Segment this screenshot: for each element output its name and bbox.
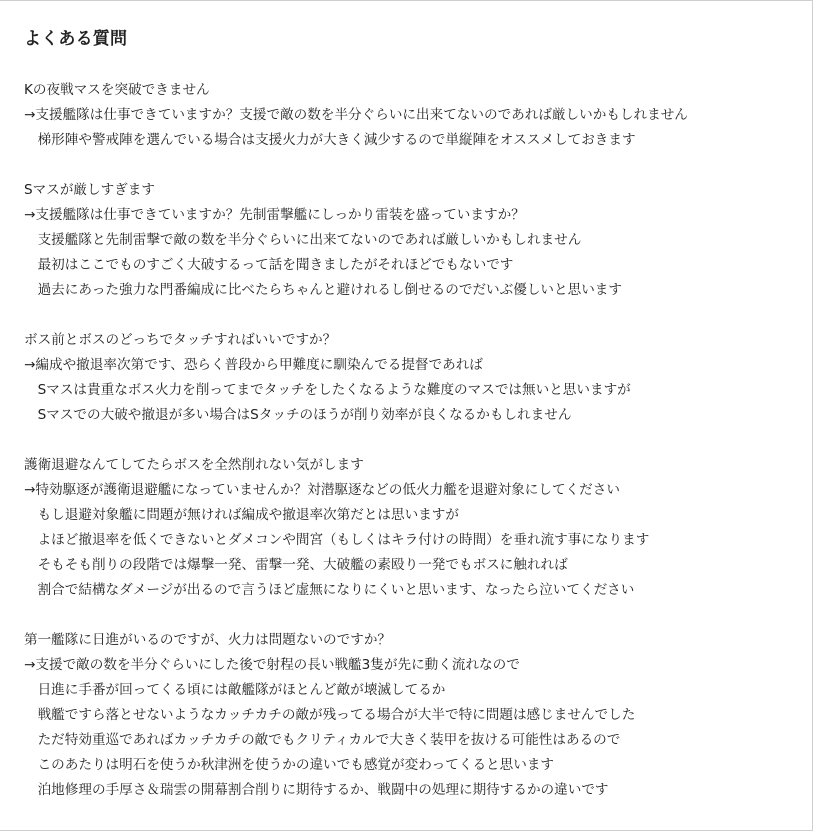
faq-question: Kの夜戦マスを突破できません [24, 82, 210, 98]
faq-answer-line: 泊地修理の手厚さ＆瑞雲の開幕割合削りに期待するか、戦闘中の処理に期待するかの違いです [24, 782, 609, 798]
faq-answer-line: →支援艦隊は仕事できていますか？支援で敵の数を半分ぐらいに出来てないのであれば厳しいかもしれません [24, 107, 688, 123]
faq-answer-line: →支援で敵の数を半分ぐらいにした後で射程の長い戦艦3隻が先に動く流れなので [24, 657, 520, 673]
faq-answer-line: 過去にあった強力な門番編成に比べたらちゃんと避けれるし倒せるのでだいぶ優しいと思います [24, 282, 622, 298]
page-title: よくある質問 [24, 29, 128, 49]
faq-answer-line: ただ特効重巡であればカッチカチの敵でもクリティカルで大きく装甲を抜ける可能性はあるので [24, 732, 621, 748]
faq-answer-line: Sマスでの大破や撤退が多い場合はSタッチのほうが削り効率が良くなるかもしれません [24, 407, 572, 423]
faq-item [24, 178, 804, 303]
faq-answer-line: →特効駆逐が護衛退避艦になっていませんか？対潜駆逐などの低火力艦を退避対象にしてください [24, 482, 620, 498]
faq-answer-line: Sマスは貴重なボス火力を削ってまでタッチをしたくなるような難度のマスでは無いと思いますが [24, 382, 631, 398]
faq-item [24, 328, 804, 428]
faq-item [24, 628, 804, 803]
faq-answer-line: 最初はここでものすごく大破するって話を聞きましたがそれほどでもないです [24, 257, 514, 273]
faq-item [24, 78, 804, 153]
faq-answer-line: 割合で結構なダメージが出るので言うほど虚無になりにくいと思います、なったら泣いてください [24, 582, 635, 598]
faq-question: 護衛退避なんてしてたらボスを全然削れない気がします [24, 457, 364, 473]
faq-answer-line: このあたりは明石を使うか秋津洲を使うかの違いでも感覚が変わってくると思います [24, 757, 555, 773]
faq-answer-line: 梯形陣や警戒陣を選んでいる場合は支援火力が大きく減少するので単縦陣をオススメしておきます [24, 132, 636, 148]
faq-question: 第一艦隊に日進がいるのですが、火力は問題ないのですか？ [24, 632, 392, 648]
faq-question: Sマスが厳しすぎます [24, 182, 155, 198]
faq-answer-line: →支援艦隊は仕事できていますか？先制雷撃艦にしっかり雷装を盛っていますか？ [24, 207, 525, 223]
faq-answer-line: 支援艦隊と先制雷撃で敵の数を半分ぐらいに出来てないのであれば厳しいかもしれません [24, 232, 582, 248]
faq-item [24, 453, 804, 603]
faq-answer-line: 戦艦ですら落とせないようなカッチカチの敵が残ってる場合が大半で特に問題は感じませんでした [24, 707, 636, 723]
faq-answer-line: そもそも削りの段階では爆撃一発、雷撃一発、大破艦の素殴り一発でもボスに触れれば [24, 557, 568, 573]
faq-question: ボス前とボスのどっちでタッチすればいいですか？ [24, 332, 337, 348]
faq-answer-line: →編成や撤退率次第です、恐らく普段から甲難度に馴染んでる提督であれば [24, 357, 483, 373]
faq-answer-line: よほど撤退率を低くできないとダメコンや間宮（もしくはキラ付けの時間）を垂れ流す事になります [24, 532, 650, 548]
faq-answer-line: もし退避対象艦に問題が無ければ編成や撤退率次第だとは思いますが [24, 507, 459, 523]
faq-answer-line: 日進に手番が回ってくる頃には敵艦隊がほとんど敵が壊滅してるか [24, 682, 446, 698]
faq-section [24, 27, 804, 828]
